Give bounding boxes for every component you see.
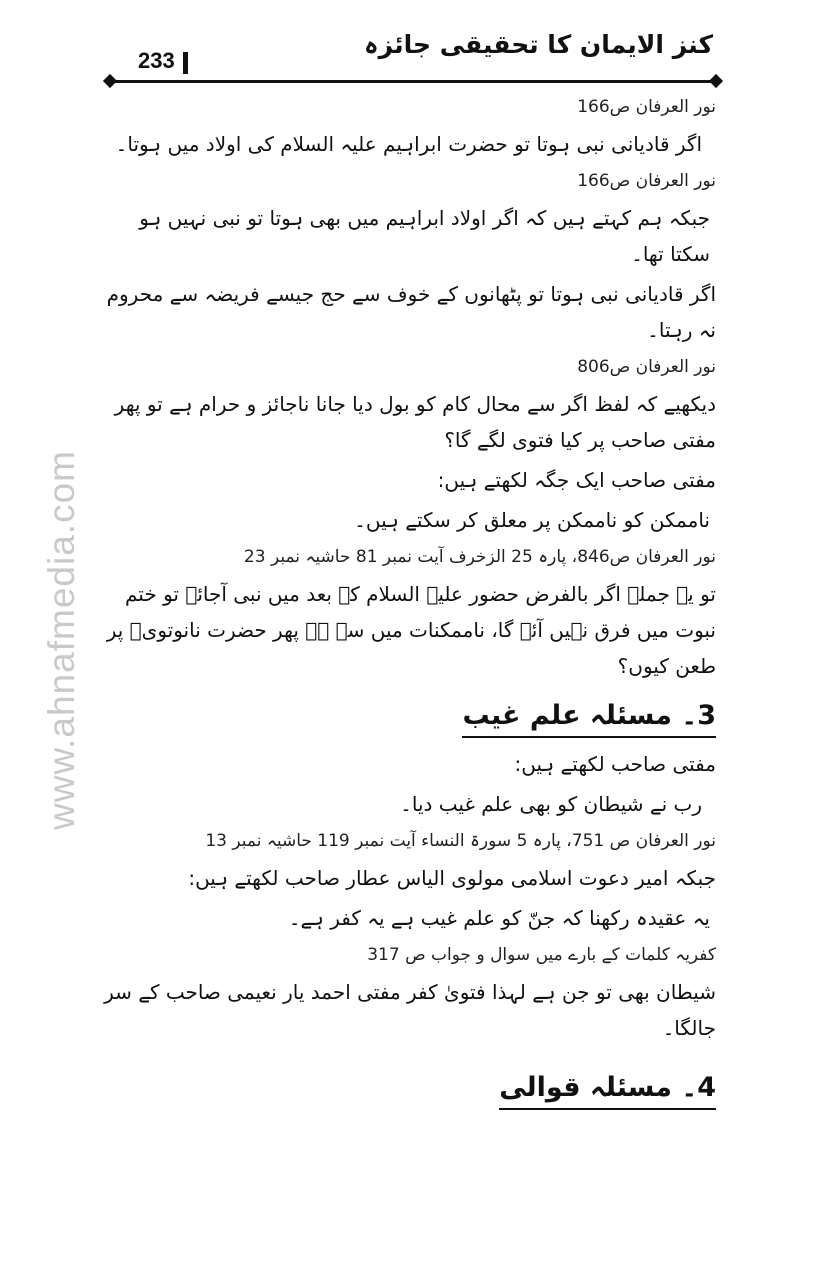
paragraph: جبکہ امیر دعوت اسلامی مولوی الیاس عطار صاحب لکھتے ہیں: [188,866,716,890]
paragraph: دیکھیے کہ لفظ اگر سے محال کام کو بول دیا جانا ناجائز و حرام ہے تو پھر مفتی صاحب پر کیا فتوی لگے گا؟ [114,392,716,452]
reference-line: نور العرفان ص166 [577,171,716,191]
paragraph: جبکہ ہم کہتے ہیں کہ اگر اولاد ابراہیم میں بھی ہوتا تو نبی نہیں ہو سکتا تھا۔ [139,206,710,266]
section-heading: 4۔ مسئلہ قوالی [499,1068,716,1110]
paragraph: تو یہ جملہ اگر بالفرض حضور علیہ السلام کے بعد میں نبی آجائے تو ختم نبوت میں فرق نہیں آئے گا، ناممکنات میں سے ہے پھر حضرت نانوتویؒ پر طعن کیوں؟ [106,582,716,678]
paragraph: یہ عقیدہ رکھنا کہ جنّ کو علم غیب ہے یہ کفر ہے۔ [288,906,710,930]
paragraph: اگر قادیانی نبی ہوتا تو پٹھانوں کے خوف سے حج جیسے فریضہ سے محروم نہ رہتا۔ [106,282,716,342]
header-rule [112,80,716,83]
watermark: www.ahnafmedia.com [41,450,82,830]
book-title: کنز الایمان کا تحقیقی جائزہ [364,30,713,59]
paragraph: مفتی صاحب ایک جگہ لکھتے ہیں: [437,468,716,492]
page-number: 233 [138,48,175,73]
reference-line: نور العرفان ص806 [577,357,716,377]
diamond-ornament-right [709,74,723,88]
reference-line: نور العرفان ص 751، پارہ 5 سورۃ النساء آیت نمبر 119 حاشیہ نمبر 13 [205,831,716,851]
paragraph: رب نے شیطان کو بھی علم غیب دیا۔ [400,792,702,816]
section-heading: 3۔ مسئلہ علم غیب [462,696,716,738]
paragraph: مفتی صاحب لکھتے ہیں: [514,752,716,776]
page-number-divider [183,52,188,74]
reference-line: کفریہ کلمات کے بارے میں سوال و جواب ص 317 [367,945,716,965]
paragraph: ناممکن کو ناممکن پر معلق کر سکتے ہیں۔ [354,508,710,532]
reference-line: نور العرفان ص846، پارہ 25 الزخرف آیت نمبر 81 حاشیہ نمبر 23 [243,547,716,567]
reference-line: نور العرفان ص166 [577,97,716,117]
page-body [100,92,716,1114]
paragraph: اگر قادیانی نبی ہوتا تو حضرت ابراہیم علیہ السلام کی اولاد میں ہوتا۔ [115,132,702,156]
diamond-ornament-left [103,74,117,88]
paragraph: شیطان بھی تو جن ہے لہذا فتویٰ کفر مفتی احمد یار نعیمی صاحب کے سر جالگا۔ [104,980,716,1040]
